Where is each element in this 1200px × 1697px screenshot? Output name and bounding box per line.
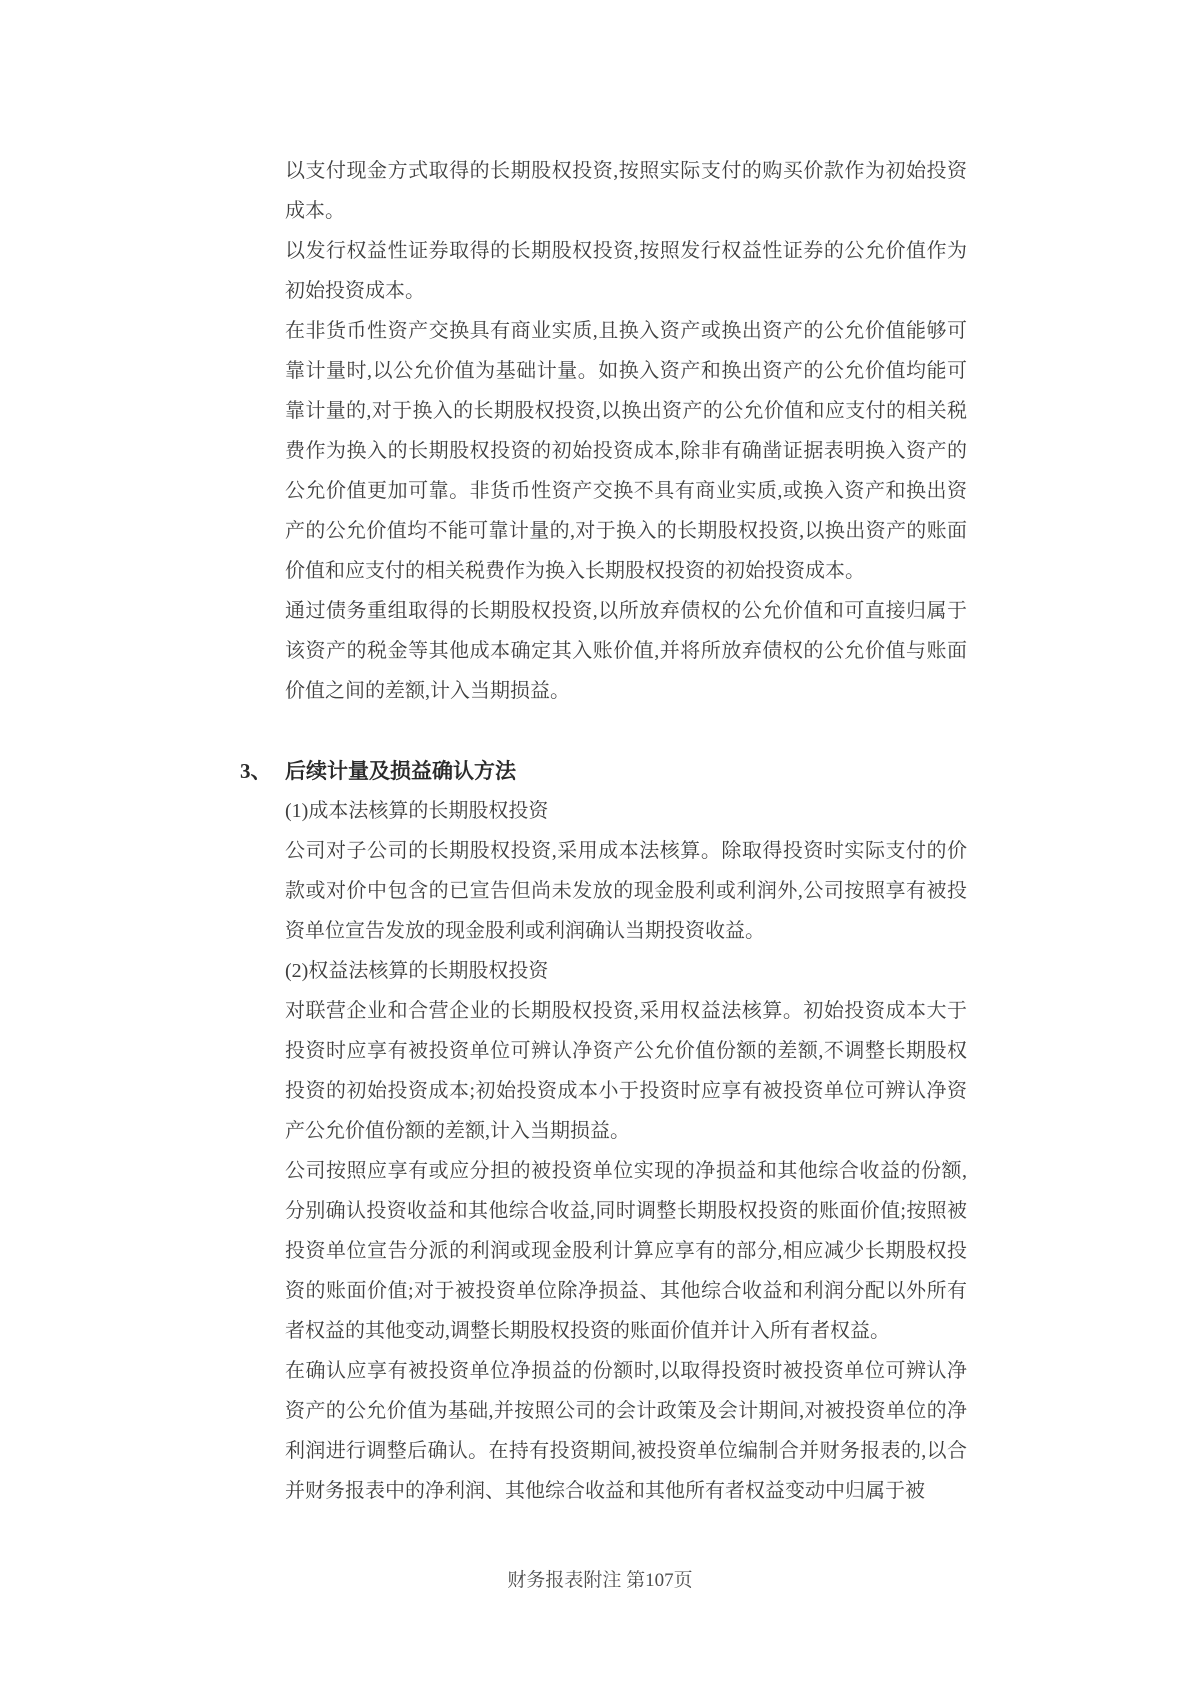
document-content (240, 151, 967, 1511)
body-paragraph: 以发行权益性证券取得的长期股权投资,按照发行权益性证券的公允价值作为初始投资成本。 (285, 240, 967, 302)
section-title: 后续计量及损益确认方法 (285, 759, 516, 783)
list-subheading: (2)权益法核算的长期股权投资 (285, 960, 549, 982)
section-number: 3、 (240, 759, 272, 783)
page-footer (0, 1566, 1200, 1596)
section-heading (240, 751, 967, 791)
body-paragraph: 公司按照应享有或应分担的被投资单位实现的净损益和其他综合收益的份额,分别确认投资收益和其他综合收益,同时调整长期股权投资的账面价值;按照被投资单位宣告分派的利润或现金股利计算应享有的部分,相应减少长期股权投资的账面价值;对于被投资单位除净损益、其他综合收益和利润分配以外所有者权益的其他变动,调整长期股权投资的账面价值并计入所有者权益。 (285, 1160, 967, 1342)
body-paragraph: 在非货币性资产交换具有商业实质,且换入资产或换出资产的公允价值能够可靠计量时,以公允价值为基础计量。如换入资产和换出资产的公允价值均能可靠计量的,对于换入的长期股权投资,以换出资产的公允价值和应支付的相关税费作为换入的长期股权投资的初始投资成本,除非有确凿证据表明换入资产的公允价值更加可靠。非货币性资产交换不具有商业实质,或换入资产和换出资产的公允价值均不能可靠计量的,对于换入的长期股权投资,以换出资产的账面价值和应支付的相关税费作为换入长期股权投资的初始投资成本。 (285, 320, 967, 582)
list-subheading: (1)成本法核算的长期股权投资 (285, 800, 549, 822)
body-paragraph: 以支付现金方式取得的长期股权投资,按照实际支付的购买价款作为初始投资成本。 (285, 160, 967, 222)
body-paragraph: 通过债务重组取得的长期股权投资,以所放弃债权的公允价值和可直接归属于该资产的税金等其他成本确定其入账价值,并将所放弃债权的公允价值与账面价值之间的差额,计入当期损益。 (285, 600, 967, 702)
body-paragraph: 对联营企业和合营企业的长期股权投资,采用权益法核算。初始投资成本大于投资时应享有被投资单位可辨认净资产公允价值份额的差额,不调整长期股权投资的初始投资成本;初始投资成本小于投资时应享有被投资单位可辨认净资产公允价值份额的差额,计入当期损益。 (285, 1000, 967, 1142)
body-paragraph: 公司对子公司的长期股权投资,采用成本法核算。除取得投资时实际支付的价款或对价中包含的已宣告但尚未发放的现金股利或利润外,公司按照享有被投资单位宣告发放的现金股利或利润确认当期投资收益。 (285, 840, 967, 942)
footer-text: 财务报表附注 第107页 (507, 1570, 693, 1591)
body-paragraph: 在确认应享有被投资单位净损益的份额时,以取得投资时被投资单位可辨认净资产的公允价值为基础,并按照公司的会计政策及会计期间,对被投资单位的净利润进行调整后确认。在持有投资期间,被投资单位编制合并财务报表的,以合并财务报表中的净利润、其他综合收益和其他所有者权益变动中归属于被 (285, 1360, 967, 1502)
